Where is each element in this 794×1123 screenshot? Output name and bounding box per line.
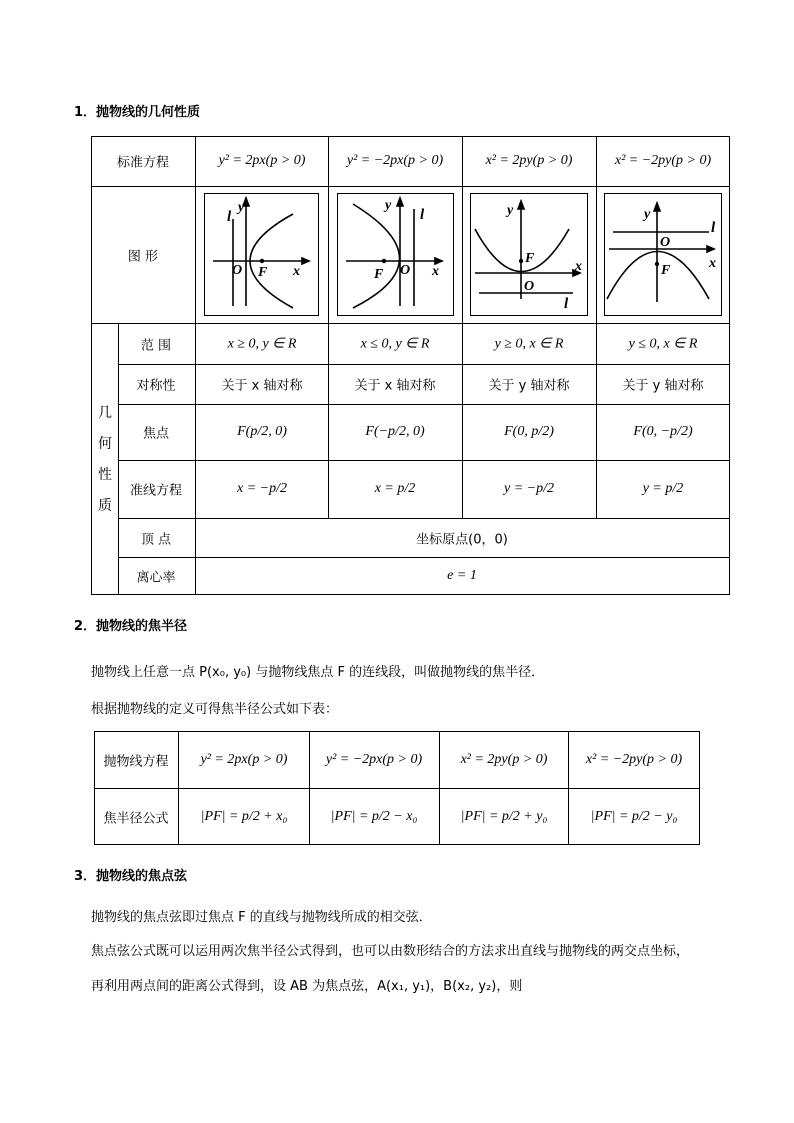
table2-equation-2: y² = −2px(p > 0): [325, 752, 423, 767]
section3-paragraph-1: 抛物线的焦点弦即过焦点 F 的直线与抛物线所成的相交弦．: [91, 910, 432, 925]
vertex-value: 坐标原点(0，0): [416, 532, 508, 548]
section2-paragraph-2: 根据抛物线的定义可得焦半径公式如下表：: [91, 702, 339, 717]
focus-label: F: [661, 263, 671, 278]
y-axis-label: y: [385, 198, 392, 213]
x-axis-label: x: [293, 264, 300, 279]
directrix-4: y = p/2: [642, 481, 684, 496]
x-axis-label: x: [432, 264, 439, 279]
equation-1: y² = 2px(p > 0): [218, 153, 306, 168]
section3-paragraph-2: 焦点弦公式既可以运用两次焦半径公式得到，也可以由数形结合的方法求出直线与抛物线的两交点坐标，: [91, 944, 690, 959]
prop-label-focus: 焦点: [142, 426, 170, 442]
focus-label: F: [258, 265, 268, 280]
x-axis-label: x: [709, 256, 716, 271]
prop-label-symmetry: 对称性: [136, 378, 176, 394]
table2-eq-label: 抛物线方程: [103, 754, 169, 770]
directrix-l-label: l: [564, 296, 569, 312]
equation-4: x² = −2py(p > 0): [614, 153, 712, 168]
geom-label-char: 性: [98, 467, 112, 483]
prop-label-eccentricity: 离心率: [136, 570, 176, 586]
focus-label: F: [525, 251, 535, 266]
focus-1: F(p/2, 0): [237, 424, 287, 439]
y-axis-label: y: [238, 200, 245, 215]
section3-title: 3．抛物线的焦点弦: [74, 869, 188, 884]
symmetry-2: 关于 x 轴对称: [354, 378, 436, 394]
range-4: y ≤ 0, x ∈ R: [628, 336, 698, 352]
focus-2: F(−p/2, 0): [365, 424, 425, 439]
y-axis-label: y: [644, 207, 651, 222]
section3-paragraph-3: 再利用两点间的距离公式得到，设 AB 为焦点弦，A(x₁, y₁)，B(x₂, y₂)，则: [91, 979, 523, 994]
section1-title: 1．抛物线的几何性质: [74, 105, 201, 120]
directrix-l-label: l: [711, 220, 716, 236]
focus-3: F(0, p/2): [504, 424, 554, 439]
equation-3: x² = 2py(p > 0): [485, 153, 573, 168]
table2-equation-4: x² = −2py(p > 0): [585, 752, 683, 767]
directrix-1: x = −p/2: [237, 481, 287, 496]
symmetry-4: 关于 y 轴对称: [622, 378, 704, 394]
geom-label-char: 质: [98, 498, 112, 514]
std-eq-label: 标准方程: [116, 155, 170, 171]
prop-label-directrix: 准线方程: [129, 483, 183, 499]
range-2: x ≤ 0, y ∈ R: [360, 336, 430, 352]
focus-4: F(0, −p/2): [633, 424, 693, 439]
table2-equation-1: y² = 2px(p > 0): [200, 752, 288, 767]
equation-2: y² = −2px(p > 0): [346, 153, 444, 168]
symmetry-3: 关于 y 轴对称: [488, 378, 570, 394]
focus-label: F: [374, 267, 384, 282]
origin-label: O: [524, 279, 535, 294]
table2-radius-1: |PF| = p/2 + x₀: [200, 809, 288, 824]
directrix-l-label: l: [227, 209, 232, 225]
range-1: x ≥ 0, y ∈ R: [227, 336, 297, 352]
x-axis-label: x: [575, 259, 582, 274]
origin-label: O: [232, 263, 243, 278]
table2-radius-3: |PF| = p/2 + y₀: [460, 809, 548, 824]
y-axis-label: y: [507, 203, 514, 218]
eccentricity-value: e = 1: [447, 568, 477, 583]
directrix-2: x = p/2: [374, 481, 416, 496]
section2-paragraph-1: 抛物线上任意一点 P(x₀, y₀) 与抛物线焦点 F 的连线段，叫做抛物线的焦半径．: [91, 665, 545, 680]
directrix-3: y = −p/2: [504, 481, 554, 496]
geom-label-char: 几: [98, 405, 112, 421]
origin-label: O: [400, 263, 411, 278]
prop-label-vertex: 顶 点: [140, 532, 172, 548]
table2-radius-4: |PF| = p/2 − y₀: [590, 809, 678, 824]
origin-label: O: [660, 235, 671, 250]
shape-label: 图 形: [127, 249, 159, 265]
table2-equation-3: x² = 2py(p > 0): [460, 752, 548, 767]
section2-title: 2．抛物线的焦半径: [74, 619, 188, 634]
directrix-l-label: l: [420, 207, 425, 223]
prop-label-range: 范 围: [140, 338, 172, 354]
geom-label-char: 何: [98, 436, 112, 452]
table2-radius-label: 焦半径公式: [103, 811, 169, 827]
range-3: y ≥ 0, x ∈ R: [494, 336, 564, 352]
table2-radius-2: |PF| = p/2 − x₀: [330, 809, 418, 824]
symmetry-1: 关于 x 轴对称: [221, 378, 303, 394]
